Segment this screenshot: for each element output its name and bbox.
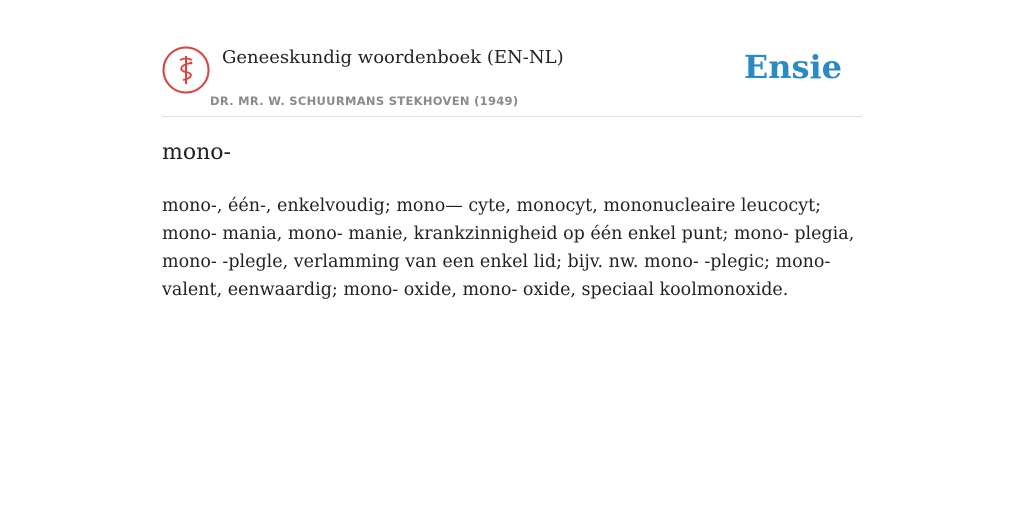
entry-headword: mono- bbox=[162, 140, 231, 165]
entry-definition: mono-, één-, enkelvoudig; mono— cyte, monocyt, mononucleaire leucocyt; mono- mania, mono- manie, krankzinnigheid op één enkel punt; mono- plegia, mono- -plegle, verlamming van een enkel lid; bijv. nw. mono- -plegic; mono- valent, eenwaardig; mono- oxide, mono- oxide, speciaal koolmonoxide. bbox=[162, 196, 855, 300]
header bbox=[162, 44, 862, 117]
dictionary-title[interactable]: Geneeskundig woordenboek (EN-NL) bbox=[222, 47, 564, 68]
brand-logo[interactable]: Ensie bbox=[743, 48, 842, 86]
caduceus-icon[interactable] bbox=[162, 46, 210, 94]
dictionary-author: DR. MR. W. SCHUURMANS STEKHOVEN (1949) bbox=[210, 94, 519, 108]
